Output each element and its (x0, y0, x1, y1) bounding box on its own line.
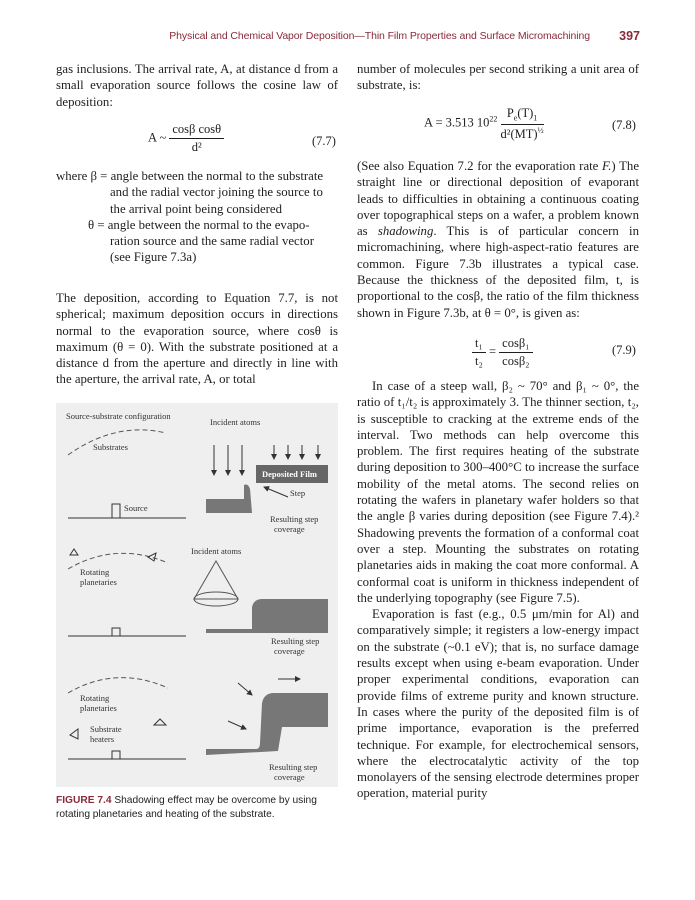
source-box-2 (112, 628, 120, 636)
para2-part-b: ) The straight line or directional deposition of evaporant leads to difficulties in obtaining a continuous coating over topographical steps on a wafer, a problem known as (357, 159, 639, 239)
fig-label-resulting1-a: Resulting step (270, 514, 319, 524)
eq79-den-left: t₂ (475, 354, 483, 368)
eq78-num-sub2: 1 (533, 113, 538, 123)
eq78-fraction (501, 106, 544, 142)
heater-marker-2 (154, 719, 166, 725)
fig-label-rotating2-a: Rotating (80, 693, 110, 703)
para2-shadowing: shadowing (377, 224, 434, 239)
fig-label-resulting1-b: coverage (274, 524, 305, 534)
where-theta-lead: θ = angle between the normal to the evapo- (88, 217, 310, 232)
fig-label-rotating1-a: Rotating (80, 567, 110, 577)
where-beta-lead: where β = angle between the normal to the substrate (56, 169, 324, 183)
planetary-marker-1 (70, 549, 78, 555)
para2-part-c: . This is of particular concern in micromachining, where high-aspect-ratio features are common. Figure 7.3b illustrates a typical case. Because the thickness of the deposited film, t, is proportional to the cosβ, the ratio of the film thickness shown in Figure 7.3b, at θ = 0°, is given as: (357, 224, 639, 320)
where-theta-cont1: ration source and the same radial vector (110, 234, 314, 249)
fig-label-resulting3-a: Resulting step (269, 762, 318, 772)
eq77-fraction (169, 122, 224, 155)
eq79-equals: = (488, 344, 497, 359)
caption-text: Shadowing effect may be overcome by using rotating planetaries and heating of the substrate. (56, 795, 317, 820)
eq78-num-tail: (T) (517, 106, 534, 120)
source-box-3 (112, 751, 120, 759)
fig-label-config: Source-substrate configuration (66, 411, 171, 421)
step-wall (244, 485, 252, 514)
para2-fe: F. (602, 159, 612, 173)
right-paragraph-2 (357, 158, 639, 321)
heater-marker-1 (70, 729, 78, 739)
fig-label-resulting2-a: Resulting step (271, 636, 320, 646)
eq77-number: (7.7) (312, 134, 336, 148)
fig-label-deposited-film: Deposited Film (262, 469, 318, 479)
para2-part-a: (See also Equation 7.2 for the evaporation rate (357, 159, 603, 173)
conformal-step-1 (206, 599, 328, 633)
fig-label-heaters-b: heaters (90, 734, 115, 744)
fig-label-rotating1-b: planetaries (80, 577, 117, 587)
eq77-lhs: A ~ (148, 130, 167, 145)
right-paragraph-3: In case of a steep wall, β₂ ~ 70° and β₁ ~ 0°, the ratio of t₁/t₂ is approximately 3. The thinner section, t₂, is susceptible to cracking at the extreme ends of the interval. Two methods can help overcome this problem. The first requires heating of the substrate during deposition to 300–400°C to increase the surface mobility of the metal atoms. The second relies on rotating the wafers in planetary wafer holders so that the angle β varies during deposition (see Figure 7.4).² Shadowing prevents the formation of a conformal coat over a step. Mounting the substrates on rotating planetaries aids in making the coat more conformal. A conformal coat is uniform in thickness independent of the underlying topography (see Figure 7.5). (357, 379, 639, 605)
where-beta-cont2: the arrival point being considered (110, 201, 282, 216)
page-number: 397 (619, 29, 640, 43)
incident-cone (194, 561, 238, 599)
eq77-denominator: d² (191, 140, 202, 154)
equation-7-8 (424, 106, 544, 142)
left-column-intro (56, 61, 338, 110)
eq78-den-text: d²(MT) (500, 126, 538, 141)
right-paragraph-1: number of molecules per second striking a unit area of substrate, is: (357, 62, 639, 93)
figure-7-4 (56, 403, 338, 787)
eq78-denominator (501, 125, 544, 142)
source-box (112, 504, 120, 518)
eq79-right-fraction (499, 336, 532, 369)
where-clause (56, 168, 338, 266)
eq79-num-left: t₁ (472, 336, 486, 353)
eq78-lhs-exp: 22 (489, 114, 498, 124)
fig-label-incident-mid: Incident atoms (191, 546, 242, 556)
conformal-step-2 (206, 693, 328, 755)
right-paragraph-3-block (357, 378, 639, 802)
fig-label-rotating2-b: planetaries (80, 703, 117, 713)
left-paragraph-2-block (56, 290, 338, 388)
eq78-den-exp: ½ (537, 125, 544, 135)
right-column-intro (357, 61, 639, 94)
fig-label-source: Source (124, 503, 148, 513)
equation-7-9 (472, 336, 533, 369)
eq79-den-right: cosβ₂ (502, 354, 530, 368)
step-lower (206, 499, 244, 513)
fig-label-resulting2-b: coverage (274, 646, 305, 656)
fig-label-incident-top: Incident atoms (210, 417, 261, 427)
eq78-lhs: A = 3.513 10 (424, 115, 490, 130)
running-header (0, 30, 695, 46)
rotating-arrow-3 (228, 721, 246, 729)
eq79-left-fraction (472, 336, 486, 369)
where-beta-cont1: and the radial vector joining the source to (110, 185, 323, 200)
caption-label: FIGURE 7.4 (56, 795, 112, 806)
step-pointer (264, 487, 288, 497)
eq77-numerator: cosβ cosθ (169, 122, 224, 139)
fig-label-resulting3-b: coverage (274, 772, 305, 782)
where-theta-cont2: (see Figure 7.3a) (110, 250, 197, 265)
right-paragraph-4: Evaporation is fast (e.g., 0.5 μm/min for Al) and comparatively simple; it registers a low-energy impact on the substrate (~0.1 eV); that is, no surface damage results except when using e-beam evaporation. Under proper experimental conditions, evaporation can provide films of extreme purity and known structure. In cases where the purity of the deposited film is of prime importance, evaporation is the preferred technique. For example, for electrochemical sensors, where the electrocatalytic activity of the top monolayers of the sensing electrode determines proper operation, material purity (357, 607, 639, 801)
eq78-number: (7.8) (612, 118, 636, 132)
left-paragraph-2: The deposition, according to Equation 7.7, is not spherical; maximum deposition occurs in directions normal to the evaporation source, where cosθ is maximum (θ = 0). With the substrate positioned at a distance d from the aperture and directly in line with the aperture, the arrival rate, A, or total (56, 291, 338, 387)
right-paragraph-2-block (357, 158, 639, 321)
planetary-arc-2 (68, 678, 168, 693)
eq79-num-right: cosβ₁ (499, 336, 532, 353)
fig-label-step: Step (290, 488, 306, 498)
figure-caption (56, 794, 338, 821)
eq79-number: (7.9) (612, 343, 636, 357)
fig-label-heaters-a: Substrate (90, 724, 122, 734)
equation-7-7 (148, 122, 224, 155)
eq78-num-sub: e (513, 113, 518, 123)
eq78-num-p: P (506, 106, 514, 120)
fig-label-substrates: Substrates (93, 442, 128, 452)
rotating-arrow-1 (238, 683, 252, 695)
eq78-numerator (501, 106, 544, 125)
figure-7-4-drawing (56, 403, 338, 787)
left-paragraph-1: gas inclusions. The arrival rate, A, at distance d from a small evaporation source follows the cosine law of deposition: (56, 62, 338, 109)
running-title: Physical and Chemical Vapor Deposition—Thin Film Properties and Surface Micromachining (169, 30, 590, 42)
